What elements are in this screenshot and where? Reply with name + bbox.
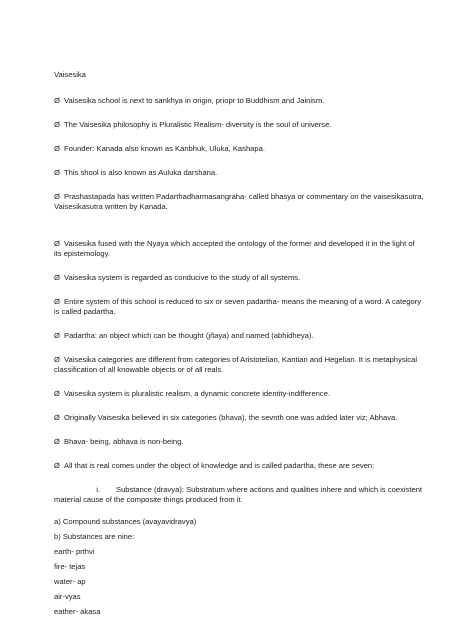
item-text: Substance (dravya): Substratum where actions and qualities inhere and which is coexistent material cause of the composite things produced from it. [54,485,423,505]
text-line: fire- tejas [54,562,86,571]
bullet-item [54,461,424,471]
text-line: earth- prthvi [54,547,95,556]
bullet-item [54,331,424,341]
bullet-text: Vaisesika categories are different from categories of Aristotelian, Kantian and Hegelian. It is metaphysical classification of all knowable objects or of all reals. [54,355,418,375]
bullet-text: Vaisesika school is next to sankhya in origin, priopr to Buddhism and Jainism. [64,96,325,105]
bullet-icon: Ø [54,355,60,364]
bullet-text: Vaisesika fused with the Nyaya which accepted the ontology of the former and developed it in the light of its epistemology. [54,239,415,259]
bullet-icon: Ø [54,389,60,398]
bullet-item [54,355,424,375]
bullet-item [54,273,424,283]
text-line: a) Compound substances (avayavidravya) [54,517,197,526]
bullet-item [54,144,424,154]
bullet-icon: Ø [54,413,60,422]
bullet-icon: Ø [54,192,60,201]
bullet-text: Vaisesika system is regarded as conducive to the study of all systems. [64,273,301,282]
bullet-item [54,120,424,130]
bullet-item [54,413,424,423]
bullet-text: Entire system of this school is reduced to six or seven padartha- means the meaning of a word. A category is called padartha. [54,297,422,317]
numbered-item [54,485,424,505]
bullet-icon: Ø [54,461,60,470]
bullet-icon: Ø [54,96,60,105]
bullet-icon: Ø [54,168,60,177]
bullet-icon: Ø [54,239,60,248]
text-line: b) Substances are nine: [54,532,135,541]
bullet-text: Originally Vaisesika believed in six categories (bhava), the sevnth one was added later viz; Abhava. [64,413,398,422]
bullet-text: Bhava- being, abhava is non-being. [64,437,184,446]
bullet-item [54,168,424,178]
bullet-icon: Ø [54,331,60,340]
text-line: eather- akasa [54,607,101,616]
bullet-icon: Ø [54,437,60,446]
bullet-icon: Ø [54,273,60,282]
text-line: air-vyas [54,592,81,601]
bullet-item [54,389,424,399]
document-title: Vaisesika [54,70,86,79]
bullet-item [54,437,424,447]
bullet-text: Padartha: an object which can be thought (jñaya) and named (abhidheya). [64,331,314,340]
bullet-text: The Vaisesika philosophy is Pluralistic Realism- diversity is the soul of universe. [64,120,332,129]
bullet-text: Founder: Kanada also known as Kanbhuk, Uluka, Kashapa. [64,144,265,153]
bullet-item [54,239,424,259]
item-number: i. [96,485,100,494]
bullet-icon: Ø [54,144,60,153]
bullet-text: This shool is also known as Auluka darshana. [64,168,218,177]
bullet-icon: Ø [54,297,60,306]
bullet-text: All that is real comes under the object of knowledge and is called padartha, these are seven: [64,461,375,470]
text-line: water- ap [54,577,86,586]
bullet-text: Vaisesika system is pluralistic realism, a dynamic concrete identity-indifference. [64,389,331,398]
bullet-item [54,96,424,106]
bullet-item [54,297,424,317]
bullet-text: Prashastapada has written Padarthadharmasangraha- called bhasya or commentary on the vaisesikasutra, Vaisesikasutra written by Kanada. [54,192,424,212]
bullet-item [54,192,424,212]
bullet-icon: Ø [54,120,60,129]
